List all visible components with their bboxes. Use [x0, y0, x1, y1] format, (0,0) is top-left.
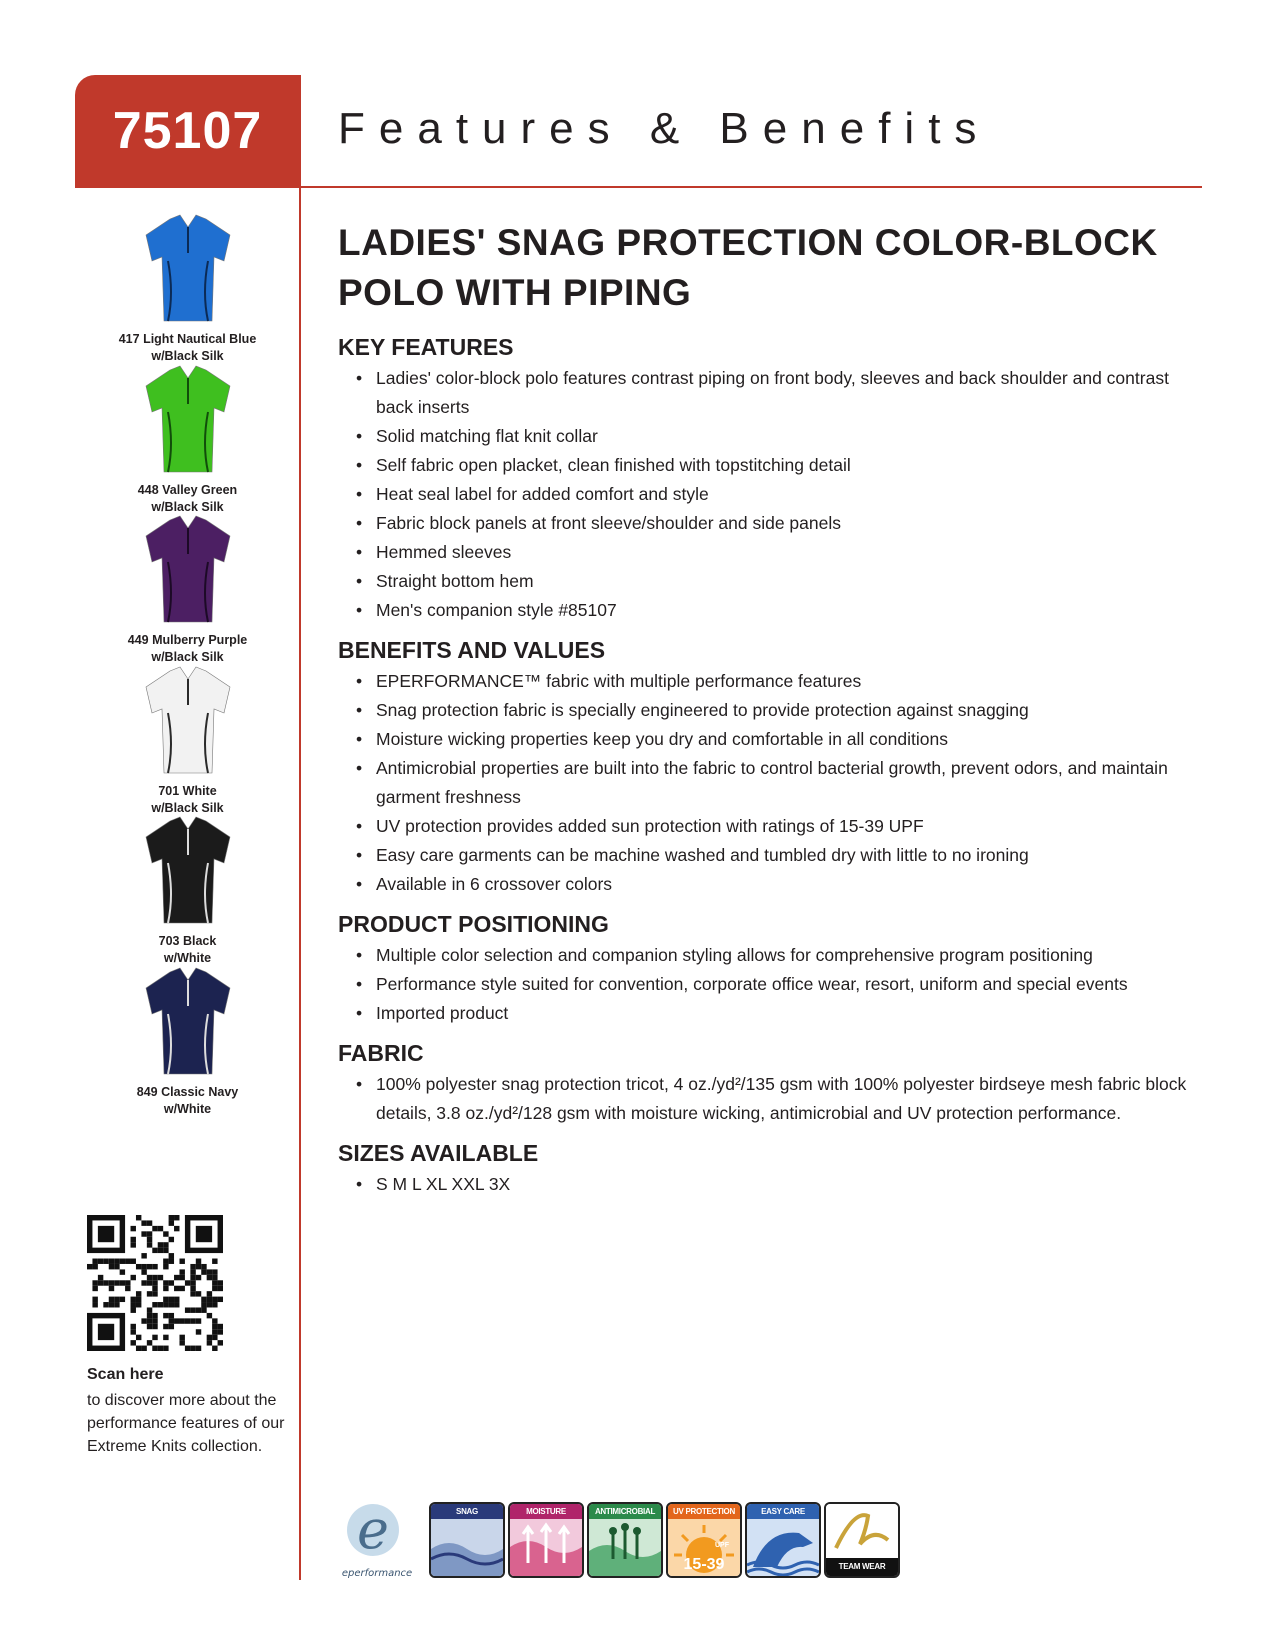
fabric-list: [338, 1070, 1188, 1128]
swatch-name: 849 Classic Navy: [136, 1085, 239, 1099]
moisture-wicking-badge: [508, 1502, 584, 1578]
list-item: • EPERFORMANCE™ fabric with multiple performance features: [356, 671, 862, 691]
list-item-text: Imported product: [376, 1003, 509, 1023]
list-item-text: Moisture wicking properties keep you dry and comfortable in all conditions: [376, 729, 948, 749]
list-item: • Ladies' color-block polo features contrast piping on front body, sleeves and back shoulder and contrast back inserts: [356, 368, 1169, 417]
list-item: • Men's companion style #85107: [356, 600, 617, 620]
page-title: Features & Benefits: [338, 104, 991, 153]
list-item-text: Hemmed sleeves: [376, 542, 512, 562]
sizes-list: [338, 1170, 1188, 1199]
list-item: • Snag protection fabric is specially engineered to provide protection against snagging: [356, 700, 1029, 720]
swatch-name: 703 Black: [158, 934, 217, 948]
swatch-name: 449 Mulberry Purple: [127, 633, 248, 647]
list-item: • Available in 6 crossover colors: [356, 874, 613, 894]
polo-shirt-icon: [138, 665, 238, 777]
list-item-text: Self fabric open placket, clean finished with topstitching detail: [376, 455, 851, 475]
list-item: • Hemmed sleeves: [356, 542, 512, 562]
badge-label: SNAG: [431, 1504, 503, 1519]
swatch-trim: w/Black Silk: [151, 500, 224, 514]
color-swatch-mulberry-purple: [90, 514, 285, 666]
list-item: • Performance style suited for convention, corporate office wear, resort, uniform and special events: [356, 974, 1128, 994]
swatch-trim: w/Black Silk: [151, 349, 224, 363]
eperformance-logo-text: eperformance: [341, 1568, 413, 1579]
scan-title: Scan here: [87, 1366, 164, 1383]
list-item-text: Easy care garments can be machine washed and tumbled dry with little to no ironing: [376, 845, 1029, 865]
list-item-text: Heat seal label for added comfort and style: [376, 484, 709, 504]
color-swatch-black: [90, 815, 285, 967]
team-wear-icon: [826, 1504, 898, 1558]
uv-protection-badge: [666, 1502, 742, 1578]
list-item-text: EPERFORMANCE™ fabric with multiple performance features: [376, 671, 862, 691]
key-features-list: [338, 364, 1188, 625]
benefits-heading: BENEFITS AND VALUES: [338, 637, 606, 663]
list-item: • Easy care garments can be machine washed and tumbled dry with little to no ironing: [356, 845, 1029, 865]
sun-icon: [668, 1519, 740, 1576]
list-item: • Heat seal label for added comfort and style: [356, 484, 709, 504]
list-item: • Moisture wicking properties keep you dry and comfortable in all conditions: [356, 729, 948, 749]
style-number-badge: [75, 75, 300, 187]
main-content: [338, 218, 1188, 1199]
list-item-text: 100% polyester snag protection tricot, 4 oz./yd²/135 gsm with 100% polyester birdseye mesh fabric block details, 3.8 oz./yd²/128 gsm with moisture wicking, antimicrobial and UV protection performance.: [376, 1074, 1187, 1123]
list-item-text: Ladies' color-block polo features contrast piping on front body, sleeves and back shoulder and contrast back inserts: [376, 368, 1169, 417]
positioning-heading: PRODUCT POSITIONING: [338, 911, 609, 937]
swatch-trim: w/White: [163, 951, 212, 965]
sidebar-divider: [299, 75, 301, 1580]
eperformance-logo-icon: [335, 1496, 413, 1582]
list-item: • S M L XL XXL 3X: [356, 1174, 511, 1194]
list-item: • Solid matching flat knit collar: [356, 426, 598, 446]
polo-shirt-icon: [138, 514, 238, 626]
svg-text:e: e: [357, 1498, 389, 1561]
color-swatch-valley-green: [90, 364, 285, 516]
wash-icon: [747, 1519, 819, 1576]
list-item-text: Straight bottom hem: [376, 571, 534, 591]
list-item: • Imported product: [356, 1003, 509, 1023]
list-item: • Fabric block panels at front sleeve/shoulder and side panels: [356, 513, 841, 533]
swatch-trim: w/Black Silk: [151, 650, 224, 664]
header-divider: [75, 186, 1202, 188]
polo-shirt-icon: [138, 966, 238, 1078]
antimicrobial-badge: [587, 1502, 663, 1578]
list-item-text: Performance style suited for convention, corporate office wear, resort, uniform and special events: [376, 974, 1128, 994]
list-item-text: Fabric block panels at front sleeve/shoulder and side panels: [376, 513, 841, 533]
list-item-text: Solid matching flat knit collar: [376, 426, 598, 446]
list-item: • Self fabric open placket, clean finished with topstitching detail: [356, 455, 851, 475]
list-item: • 100% polyester snag protection tricot, 4 oz./yd²/135 gsm with 100% polyester birdseye mesh fabric block details, 3.8 oz./yd²/128 gsm with moisture wicking, antimicrobial and UV protection performance.: [356, 1074, 1187, 1123]
list-item: • Antimicrobial properties are built into the fabric to control bacterial growth, prevent odors, and maintain garment freshness: [356, 758, 1168, 807]
polo-shirt-icon: [138, 364, 238, 476]
badge-label: ANTIMICROBIAL: [589, 1504, 661, 1519]
fabric-heading: FABRIC: [338, 1040, 424, 1066]
polo-shirt-icon: [138, 815, 238, 927]
qr-code-icon: [87, 1215, 223, 1351]
swatch-name: 448 Valley Green: [137, 483, 238, 497]
list-item-text: Men's companion style #85107: [376, 600, 617, 620]
badge-label: EASY CARE: [747, 1504, 819, 1519]
product-title: [338, 218, 1188, 318]
list-item-text: Multiple color selection and companion styling allows for comprehensive program positioning: [376, 945, 1093, 965]
easy-care-badge: [745, 1502, 821, 1578]
list-item-text: Snag protection fabric is specially engineered to provide protection against snagging: [376, 700, 1029, 720]
product-title-line-2: POLO WITH PIPING: [338, 272, 692, 313]
badge-label: TEAM WEAR: [826, 1558, 898, 1576]
moisture-arrows-icon: [510, 1519, 582, 1576]
swatch-trim: w/White: [163, 1102, 212, 1116]
team-wear-badge: [824, 1502, 900, 1578]
polo-shirt-icon: [138, 213, 238, 325]
feature-icons: [335, 1492, 935, 1582]
list-item: • Multiple color selection and companion styling allows for comprehensive program positioning: [356, 945, 1093, 965]
uv-unit: UPF: [715, 1542, 729, 1549]
list-item-text: Available in 6 crossover colors: [376, 874, 613, 894]
benefits-list: [338, 667, 1188, 899]
scan-description: to discover more about the performance features of our Extreme Knits collection.: [87, 1392, 285, 1455]
antimicrobial-icon: [589, 1519, 661, 1576]
list-item: • Straight bottom hem: [356, 571, 534, 591]
snag-protection-badge: [429, 1502, 505, 1578]
key-features-heading: KEY FEATURES: [338, 334, 514, 360]
list-item-text: Antimicrobial properties are built into the fabric to control bacterial growth, prevent odors, and maintain garment freshness: [376, 758, 1168, 807]
list-item: • UV protection provides added sun protection with ratings of 15-39 UPF: [356, 816, 924, 836]
color-swatch-white: [90, 665, 285, 817]
qr-code[interactable]: [87, 1215, 223, 1351]
eperformance-logo: [335, 1496, 413, 1582]
list-item-text: S M L XL XXL 3X: [376, 1174, 511, 1194]
uv-value: 15-39: [683, 1556, 725, 1573]
product-title-line-1: LADIES' SNAG PROTECTION COLOR-BLOCK: [338, 222, 1158, 263]
list-item-text: UV protection provides added sun protection with ratings of 15-39 UPF: [376, 816, 924, 836]
sizes-heading: SIZES AVAILABLE: [338, 1140, 539, 1166]
color-swatch-classic-navy: [90, 966, 285, 1118]
positioning-list: [338, 941, 1188, 1028]
swatch-trim: w/Black Silk: [151, 801, 224, 815]
style-number: 75107: [112, 102, 263, 160]
color-swatch-light-nautical-blue: [90, 213, 285, 365]
badge-label: MOISTURE: [510, 1504, 582, 1519]
fabric-weave-icon: [431, 1519, 503, 1576]
swatch-name: 701 White: [158, 784, 217, 798]
swatch-name: 417 Light Nautical Blue: [118, 332, 257, 346]
badge-label: UV PROTECTION: [668, 1504, 740, 1519]
